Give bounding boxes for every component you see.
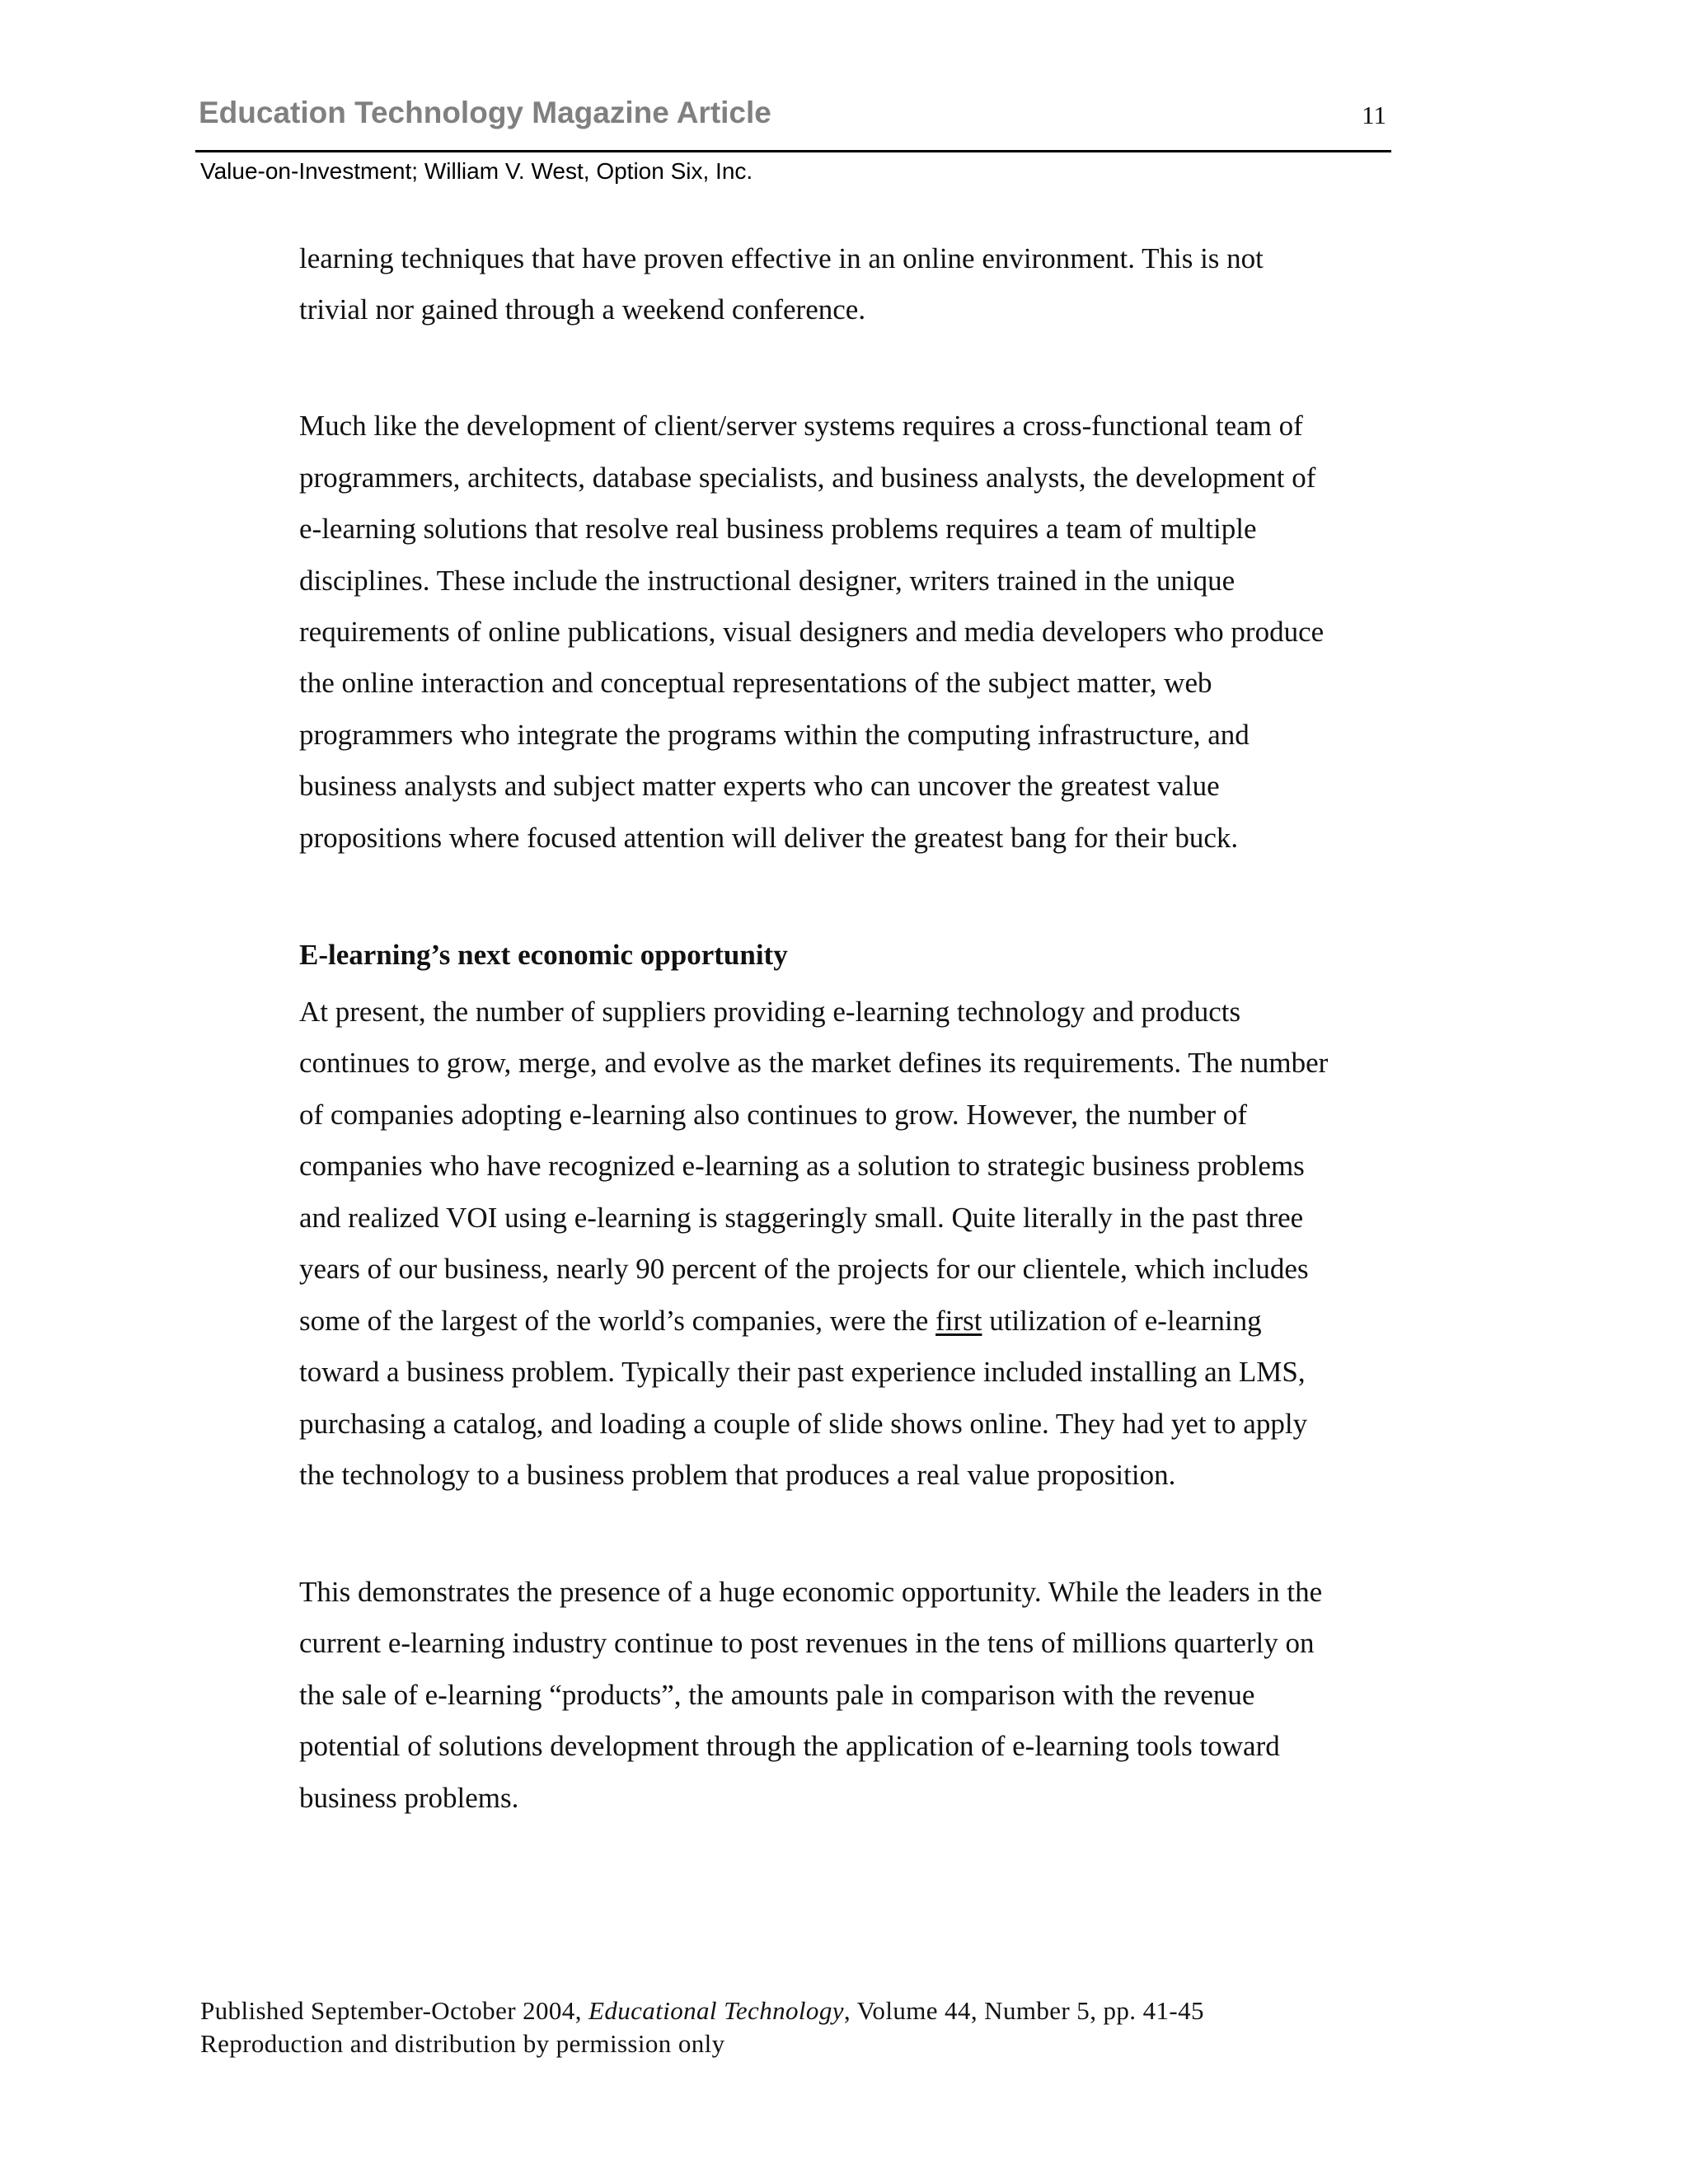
body-line <box>299 1305 1262 1338</box>
body-line: programmers, architects, database specialists, and business analysts, the development of <box>299 462 1316 494</box>
body-line: purchasing a catalog, and loading a couple of slide shows online. They had yet to apply <box>299 1408 1308 1440</box>
footer-text: Published September-October 2004, <box>200 1996 589 2025</box>
body-line: business analysts and subject matter experts who can uncover the greatest value <box>299 770 1220 802</box>
emphasized-word: first <box>935 1305 982 1337</box>
body-line: current e-learning industry continue to post revenues in the tens of millions quarterly on <box>299 1627 1315 1659</box>
body-text: utilization of e-learning <box>982 1305 1262 1337</box>
header-subtitle: Value-on-Investment; William V. West, Option Six, Inc. <box>200 158 753 184</box>
footer-text: , Volume 44, Number 5, pp. 41-45 <box>843 1996 1204 2025</box>
body-line: of companies adopting e-learning also continues to grow. However, the number of <box>299 1099 1248 1131</box>
body-line: At present, the number of suppliers providing e-learning technology and products <box>299 996 1241 1028</box>
body-line: propositions where focused attention will deliver the greatest bang for their buck. <box>299 822 1239 854</box>
body-line: business problems. <box>299 1782 519 1814</box>
body-line: requirements of online publications, visual designers and media developers who produce <box>299 616 1325 648</box>
body-line: the sale of e-learning “products”, the amounts pale in comparison with the revenue <box>299 1679 1255 1711</box>
body-line: trivial nor gained through a weekend conference. <box>299 293 866 326</box>
body-line: companies who have recognized e-learning as a solution to strategic business problems <box>299 1150 1305 1182</box>
header-title: Education Technology Magazine Article <box>199 96 771 129</box>
body-line: toward a business problem. Typically their past experience included installing an LMS, <box>299 1356 1306 1388</box>
body-line: the online interaction and conceptual representations of the subject matter, web <box>299 667 1212 699</box>
body-line: continues to grow, merge, and evolve as the market defines its requirements. The number <box>299 1047 1329 1079</box>
body-text: some of the largest of the world’s companies, were the <box>299 1305 936 1337</box>
body-line: programmers who integrate the programs within the computing infrastructure, and <box>299 719 1250 751</box>
body-line: potential of solutions development through the application of e-learning tools toward <box>299 1730 1280 1762</box>
body-line: the technology to a business problem that produces a real value proposition. <box>299 1459 1176 1491</box>
footer-permission: Reproduction and distribution by permission only <box>200 2029 725 2058</box>
footer-publication <box>200 1996 1204 2026</box>
body-line: and realized VOI using e-learning is staggeringly small. Quite literally in the past three <box>299 1202 1304 1234</box>
section-heading: E-learning’s next economic opportunity <box>299 939 788 971</box>
body-line: This demonstrates the presence of a huge economic opportunity. While the leaders in the <box>299 1576 1323 1608</box>
body-line: years of our business, nearly 90 percent of the projects for our clientele, which includes <box>299 1253 1309 1285</box>
body-line: learning techniques that have proven effective in an online environment. This is not <box>299 242 1264 274</box>
body-line: disciplines. These include the instructional designer, writers trained in the unique <box>299 565 1236 597</box>
body-line: Much like the development of client/server systems requires a cross-functional team of <box>299 410 1303 442</box>
page-number: 11 <box>1362 101 1386 129</box>
header-rule <box>195 150 1391 152</box>
body-line: e-learning solutions that resolve real business problems requires a team of multiple <box>299 513 1257 545</box>
journal-name: Educational Technology <box>588 1996 844 2025</box>
